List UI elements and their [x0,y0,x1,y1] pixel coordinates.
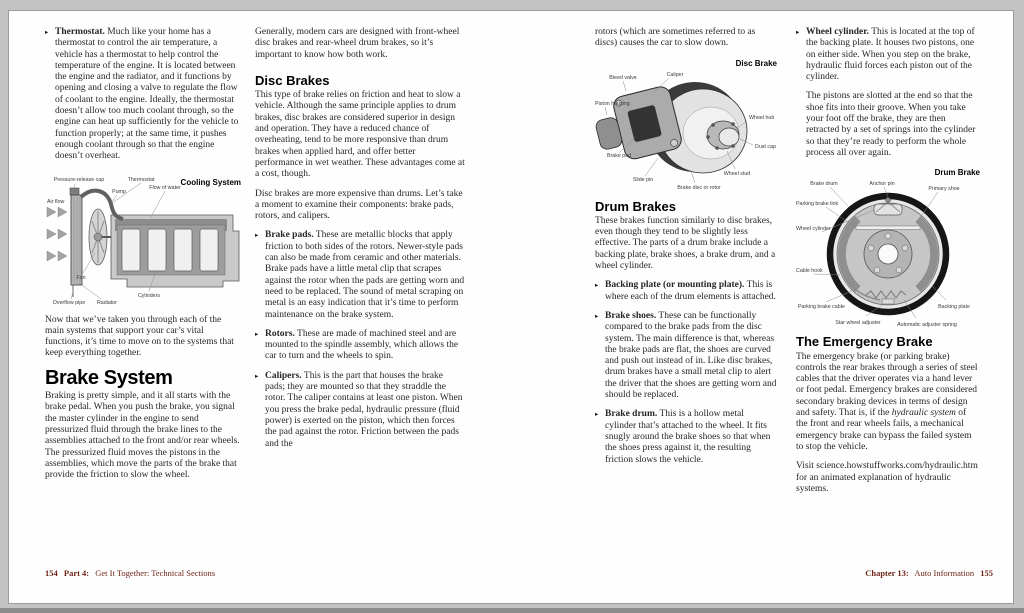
air-flow-arrows [47,207,67,261]
drum-diagram-title: Drum Brake [934,168,980,178]
label-dust-cap: Dust cap [755,143,776,150]
label-wheel-stud: Wheel stud [723,170,751,177]
para-drum: These brakes function similarly to disc brakes, even though they tend to be slightly less effective. The parts of a drum brake include a backing plate, brake shoes, a brake drum, and a wheel cylinder. [595,215,776,272]
label-backing-plate: Backing plate [938,304,970,311]
page154-column-1 [45,27,241,489]
page-surface [8,10,1014,604]
bullet-backing-plate [595,280,777,303]
para-emergency-post: of the front and rear wheels fails, a mechanical emergency brake can bypass the failed system to stop the vehicle. [796,408,972,452]
bullet-triangle-icon: ▸ [255,231,259,240]
label-air-flow: Air flow [47,198,65,205]
label-brake-drum: Brake drum [810,181,838,188]
para-now-that: Now that we’ve taken you through each of the main systems that support your car’s vital functions, it’s time to move on to the systems that keep everything together. [45,314,234,359]
label-radiator: Radiator [96,299,118,305]
para-disc-2: Disc brakes are more expensive than drums. Let’s take a moment to examine their components: brake pads, rotors, and calipers. [255,188,463,222]
bullet-triangle-icon: ▸ [255,371,259,380]
drum-diagram-art [796,178,980,328]
drum-brake-diagram [796,167,980,328]
heading-brake-system: Brake System [45,366,173,389]
label-thermostat: Thermostat [127,176,155,183]
footer-left [45,568,219,578]
fan-shape [89,209,111,265]
bullet-calipers [255,371,465,450]
label-star-wheel-adjuster: Star wheel adjuster [835,320,881,327]
term-brake-shoes: Brake shoes. [605,310,657,321]
disc-diagram-art [595,69,777,191]
hub-shape [864,230,912,278]
term-thermostat: Thermostat. [55,27,105,37]
label-primary-shoe: Primary shoe [928,186,960,193]
label-brake-pad: Brake pad [607,152,632,159]
bullet-triangle-icon: ▸ [595,281,599,290]
footer-part-label: Part 4: [63,568,90,578]
label-pump: Pump [112,188,126,195]
bullet-wheel-cylinder [796,27,980,83]
engine-block-shape [111,215,239,287]
para-braking: Braking is pretty simple, and it all starts with the brake pedal. When you push the brake, you signal the master cylinder in the engine to send pressurized fluid through the brake lines to the assemblies attached to the front and/or rear wheels. The pressurized fluid moves the pistons in the assemblies, which move the parts of the brake that provide the friction to slow the wheel. [45,391,240,481]
footer-chapter-title: Auto Information [914,568,975,578]
footer-part-title: Get It Together: Technical Sections [95,568,216,578]
footer-right [865,568,997,578]
para-disc-1: This type of brake relies on friction and heat to slow a vehicle. Although the same principle applies to drum brakes, disc brakes are considered superior in design and operation. They have a reduced chance of overheating, tend to be more responsive than drum brakes when applied hard, and offer better performance in wet weather. These advantages come at a cost, though. [255,90,465,180]
heading-drum-brakes: Drum Brakes [595,198,676,214]
para-visit-url: Visit science.howstuffworks.com/hydraulic.htm for an animated explanation of hydraulic systems. [796,461,978,494]
bullet-triangle-icon: ▸ [796,28,800,36]
page-number-155: 155 [980,568,993,578]
label-bleed-valve: Bleed valve [609,74,637,81]
label-flow-of-water: Flow of water [149,184,181,191]
page154-column-2 [255,27,465,458]
text-calipers: This is the part that houses the brake pads; they are mounted so that they straddle the rotor. The caliper contains at least one piston. When you press the brake pedal, hydraulic pressure (fluid power) is exerted on the piston, which then forces the pad against the rotor. Friction between the pads and the [265,370,463,449]
term-calipers: Calipers. [265,370,302,381]
label-caliper: Caliper [666,71,684,78]
text-wheel-cylinder: This is located at the top of the backing plate. It houses two pistons, one on either side. When you step on the brake, hydraulic fluid forces each piston out of the cylinder. [806,27,975,83]
term-brake-pads: Brake pads. [265,230,314,241]
text-thermostat: Much like your home has a thermostat to control the air temperature, a vehicle has a thermostat to help control the temperature of the engine. It is located between the engine and the radiator, and it functions by opening and closing a valve to regulate the flow of coolant to the engine. Ideally, the thermostat doesn’t allow too much coolant through, so the engine can heat up sufficiently for the vehicle to function properly; at the same time, it pushes enough coolant through so that the engine doesn’t overheat. [55,27,239,162]
label-pressure-release-cap: Pressure-release cap [53,176,105,183]
bullet-rotors [255,329,465,363]
cooling-diagram-title: Cooling System [180,177,241,187]
text-rotors: These are made of machined steel and are mounted to the spindle assembly, which allows the car to turn and the wheels to spin. [265,328,459,362]
label-parking-brake-cable: Parking brake cable [798,304,845,311]
label-fan: Fan [76,274,86,281]
heading-emergency-brake: The Emergency Brake [796,334,933,350]
term-brake-drum: Brake drum. [605,409,658,420]
bullet-triangle-icon: ▸ [45,28,49,36]
text-brake-pads: These are metallic blocks that apply friction to both sides of the rotors. Newer-style pads can also be made from ceramic and other materials. Brake pads have a little metal clip that scrapes against the rotor when the pads are getting worn and need to be replaced. The sound of metal scraping on metal is an easy indication that it’s time to perform maintenance on the brake system. [265,230,465,320]
heading-disc-brakes: Disc Brakes [255,72,330,88]
para-emergency-italic: hydraulic system [891,408,956,419]
page155-column-1 [595,27,777,474]
para-emergency-pre: The emergency brake (or parking brake) controls the rear brakes through a series of steel cables that the driver operates via a hand lever or foot pedal. Emergency brakes are considered secondary braking devices in terms of design and safety. That is, if the [796,351,978,419]
label-wheel-hub: Wheel hub [749,114,775,121]
para-rotors-continued: rotors (which are sometimes referred to as discs) causes the car to slow down. [595,27,756,49]
para-generally: Generally, modern cars are designed with front-wheel disc brakes and rear-wheel drum brakes, so it’s important to know how both work. [255,27,460,60]
label-cylinders: Cylinders [137,292,161,299]
label-cable-hook: Cable hook [796,268,823,275]
bullet-brake-pads [255,230,465,320]
text-brake-drum: This is a hollow metal cylinder that’s attached to the wheel. It fits snugly around the brake shoes so that when the shoes press against it, the resulting friction slows the vehicle. [605,409,771,465]
para-pistons: The pistons are slotted at the end so that the shoe fits into their groove. When you take your foot off the brake, they are then retracted by a set of springs into the cylinder so that they’re ready to perform the whole process all over again. [806,91,976,158]
bullet-brake-shoes [595,311,777,401]
term-wheel-cylinder: Wheel cylinder. [806,27,869,37]
text-backing-plate: This is where each of the drum elements is attached. [605,280,776,302]
bullet-triangle-icon: ▸ [255,329,259,338]
bullet-triangle-icon: ▸ [595,410,599,419]
label-brake-disc-or-rotor: Brake disc or rotor [677,184,721,191]
para-emergency [796,352,980,454]
term-backing-plate: Backing plate (or mounting plate). [605,280,745,291]
page-number-154: 154 [45,568,58,578]
cooling-system-diagram [45,173,241,305]
label-anchor-pin: Anchor pin [869,181,895,188]
label-overflow-pipe: Overflow pipe [52,299,86,305]
disc-brake-diagram [595,58,777,191]
cooling-diagram-art [45,173,241,305]
page155-column-2 [796,27,980,503]
footer-chapter-label: Chapter 13: [865,568,909,578]
term-rotors: Rotors. [265,328,295,339]
bullet-brake-drum [595,409,777,465]
bullet-triangle-icon: ▸ [595,311,599,320]
label-parking-brake-link: Parking brake link [796,201,839,208]
disc-diagram-title: Disc Brake [735,58,777,68]
text-brake-shoes: These can be functionally compared to the brake pads from the disc system. The main difference is that, whereas the brake pads are flat, the shoes are curved and push out instead of in. Like disc brakes, drum brakes have a small metal clip to alert the driver that the shoes are getting worn and should be replaced. [605,310,777,401]
page-bottom-edge [0,608,1024,613]
label-wheel-cylinder: Wheel cylinder [796,226,831,233]
bullet-thermostat [45,27,241,163]
label-slide-pin: Slide pin [632,176,654,183]
label-piston-housing: Piston housing [595,100,630,107]
label-automatic-adjuster-spring: Automatic adjuster spring [897,322,957,329]
